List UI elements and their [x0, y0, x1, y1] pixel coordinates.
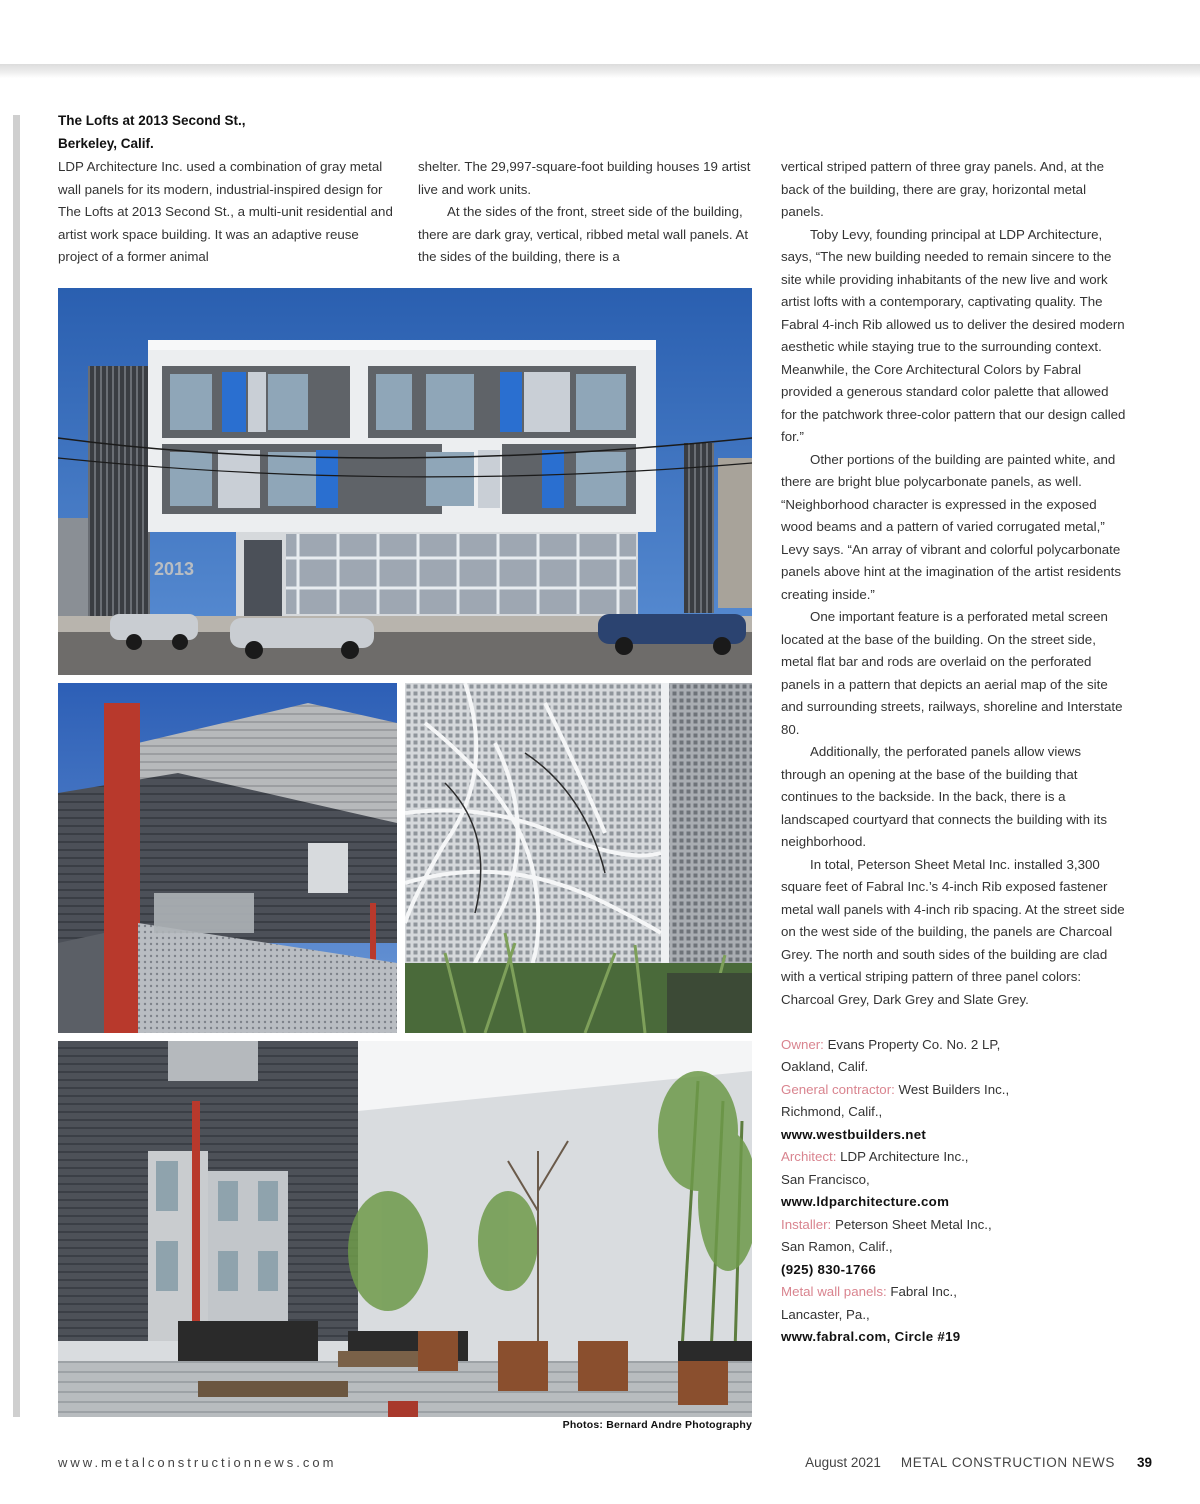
general-contractor-name: West Builders Inc.,: [898, 1081, 1010, 1097]
footer-magazine-name: METAL CONSTRUCTION NEWS: [900, 1455, 1115, 1470]
architect-name: LDP Architecture Inc.,: [840, 1149, 969, 1164]
courtyard-photo: [58, 1041, 752, 1417]
paragraph: shelter. The 29,997-square-foot building houses 19 artist live and work units.: [418, 159, 751, 197]
page-number: 39: [1136, 1455, 1152, 1470]
general-contractor-link[interactable]: www.westbuilders.net: [781, 1126, 927, 1142]
metal-wall-panels-link[interactable]: www.fabral.com, Circle #19: [781, 1329, 961, 1344]
perforated-map-screen-photo: [405, 683, 752, 1033]
owner-name: Evans Property Co. No. 2 LP,: [827, 1036, 1001, 1052]
paragraph: One important feature is a perforated metal screen located at the base of the building. On the street side, metal flat bar and rods are overlaid on the perforated panels in a pattern that depicts an aerial map of the site and surrounding streets, railways, shoreline and Interstate 80.: [781, 609, 1123, 737]
footer-date: August 2021: [805, 1455, 881, 1470]
metal-wall-panels-name: Fabral Inc.,: [890, 1284, 957, 1299]
installer-phone: (925) 830-1766: [781, 1261, 877, 1277]
photo-credit: Photos: Bernard Andre Photography: [562, 1419, 752, 1431]
owner-label: Owner:: [781, 1036, 824, 1052]
paragraph: vertical striped pattern of three gray panels. And, at the back of the building, there are gray, horizontal metal panels.: [781, 159, 1105, 219]
architect-label: Architect:: [781, 1149, 837, 1164]
owner-city: Oakland, Calif.: [781, 1059, 869, 1074]
installer-name: Peterson Sheet Metal Inc.,: [834, 1216, 992, 1232]
building-number-sign: 2013: [154, 559, 195, 579]
architect-city: San Francisco,: [781, 1171, 870, 1187]
top-rule: [0, 64, 1200, 78]
installer-label: Installer:: [781, 1216, 832, 1232]
paragraph: At the sides of the front, street side of the building, there are dark gray, vertical, ribbed metal wall panels. At the sides of the building, there is a: [418, 204, 749, 264]
installer-city: San Ramon, Calif.,: [781, 1239, 893, 1254]
article-headline: [58, 110, 388, 155]
paragraph: Other portions of the building are painted white, and there are bright blue polycarbonate panels, as well. “Neighborhood character is expressed in the exposed wood beams and a pattern of varied corrugated metal,” Levy says. “An array of vibrant and colorful polycarbonate panels above hint at the imagination of the artist residents creating inside.”: [781, 451, 1122, 602]
headline-line-2: Berkeley, Calif.: [58, 135, 154, 151]
project-credits: [781, 1034, 1126, 1349]
paragraph: In total, Peterson Sheet Metal Inc. installed 3,300 square feet of Fabral Inc.’s 4-inch Rib exposed fastener metal wall panels with 4-inch rib spacing. At the street side on the west side of the building, the panels are Charcoal Grey. The north and south sides of the building are clad with a vertical striping pattern of three panel colors: Charcoal Grey, Dark Grey and Slate Grey.: [781, 856, 1125, 1007]
text-column-1: [58, 156, 396, 269]
text-column-2: [418, 156, 756, 269]
metal-wall-panels-city: Lancaster, Pa.,: [781, 1306, 870, 1322]
footer-website[interactable]: www.metalconstructionnews.com: [58, 1455, 337, 1470]
general-contractor-label: General contractor:: [781, 1081, 895, 1097]
architect-link[interactable]: www.ldparchitecture.com: [781, 1194, 950, 1209]
metal-wall-panels-label: Metal wall panels:: [781, 1284, 887, 1299]
text-column-3: [781, 156, 1126, 1349]
general-contractor-city: Richmond, Calif.,: [781, 1104, 883, 1119]
balcony-red-column-photo: [58, 683, 397, 1033]
building-facade-photo: [58, 288, 752, 675]
footer-issue-info: [805, 1455, 1152, 1470]
paragraph: Toby Levy, founding principal at LDP Architecture, says, “The new building needed to remain sincere to the site while providing inhabitants of the new live and work artist lofts with a contemporary, captivating quality. The Fabral 4-inch Rib allowed us to deliver the desired modern aesthetic while staying true to the surrounding context. Meanwhile, the Core Architectural Colors by Fabral provided a generous standard color palette that allowed for the patchwork three-color pattern that our design called for.”: [781, 226, 1126, 444]
headline-line-1: The Lofts at 2013 Second St.,: [58, 113, 246, 128]
side-accent-bar: [13, 115, 20, 1417]
paragraph: LDP Architecture Inc. used a combination of gray metal wall panels for its modern, industrial-inspired design for The Lofts at 2013 Second St., a multi-unit residential and artist work space building. It was an adaptive reuse project of a former animal: [58, 159, 393, 264]
paragraph: Additionally, the perforated panels allow views through an opening at the base of the building that continues to the backside. In the back, there is a landscaped courtyard that connects the building with its neighborhood.: [781, 744, 1107, 849]
